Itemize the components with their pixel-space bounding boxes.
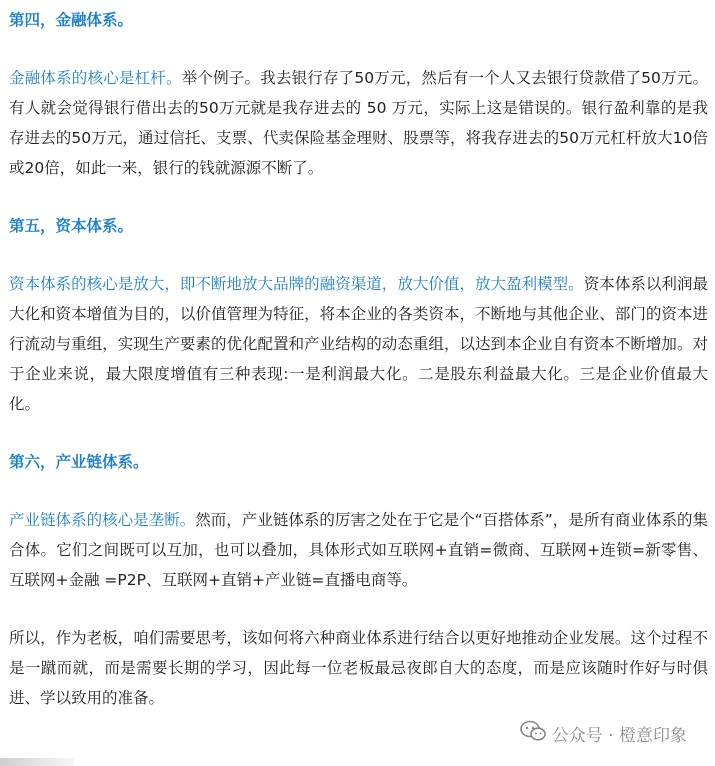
section-heading-finance: 第四，金融体系。 (9, 11, 134, 29)
section-lead-finance: 金融体系的核心是杠杆。 (9, 69, 182, 87)
section-text-capital: 资本体系以利润最大化和资本增值为目的，以价值管理为特征，将本企业的各类资本，不断地与其他企业、部门的资本进行流动与重组，实现生产要素的优化配置和产业结构的动态重组，以达到本企业自有资本不断增加。对于企业来说，最大限度增值有三种表现:一是利润最大化。二是股东利益最大化。三是企业价值最大化。 (9, 275, 708, 413)
section-text-finance: 举个例子。我去银行存了50万元，然后有一个人又去银行贷款借了50万元。有人就会觉得银行借出去的50万元就是我存进去的 50 万元，实际上这是错误的。银行盈利靠的是我存进去的50万元，通过信托、支票、代卖保险基金理财、股票等，将我存进去的50万元杠杆放大10倍或20倍，如此一来，银行的钱就源源不断了。 (9, 69, 708, 177)
article-body (9, 0, 708, 713)
section-paragraph-capital (9, 269, 708, 419)
corner-watermark-strip (0, 758, 74, 766)
watermark (516, 718, 691, 749)
wechat-icon (520, 720, 546, 747)
closing-paragraph: 所以，作为老板，咱们需要思考，该如何将六种商业体系进行结合以更好地推动企业发展。这个过程不是一蹴而就，而是需要长期的学习，因此每一位老板最忌夜郎自大的态度，而是应该随时作好与时俱进、学以致用的准备。 (9, 629, 708, 707)
section-heading-capital: 第五，资本体系。 (9, 217, 134, 235)
section-lead-capital: 资本体系的核心是放大，即不断地放大品牌的融资渠道，放大价值，放大盈利模型。 (9, 275, 584, 293)
section-text-industry-chain: 然而，产业链体系的厉害之处在于它是个“百搭体系”，是所有商业体系的集合体。它们之间既可以互加，也可以叠加，具体形式如互联网+直销=微商、互联网+连锁=新零售、互联网+金融 =P2P、互联网+直销+产业链=直播电商等。 (9, 511, 708, 589)
watermark-text: 公众号 · 橙意印象 (551, 726, 687, 746)
section-paragraph-industry-chain (9, 505, 708, 595)
section-lead-industry-chain: 产业链体系的核心是垄断。 (9, 511, 196, 529)
section-heading-industry-chain: 第六，产业链体系。 (9, 453, 149, 471)
section-paragraph-finance (9, 63, 708, 183)
